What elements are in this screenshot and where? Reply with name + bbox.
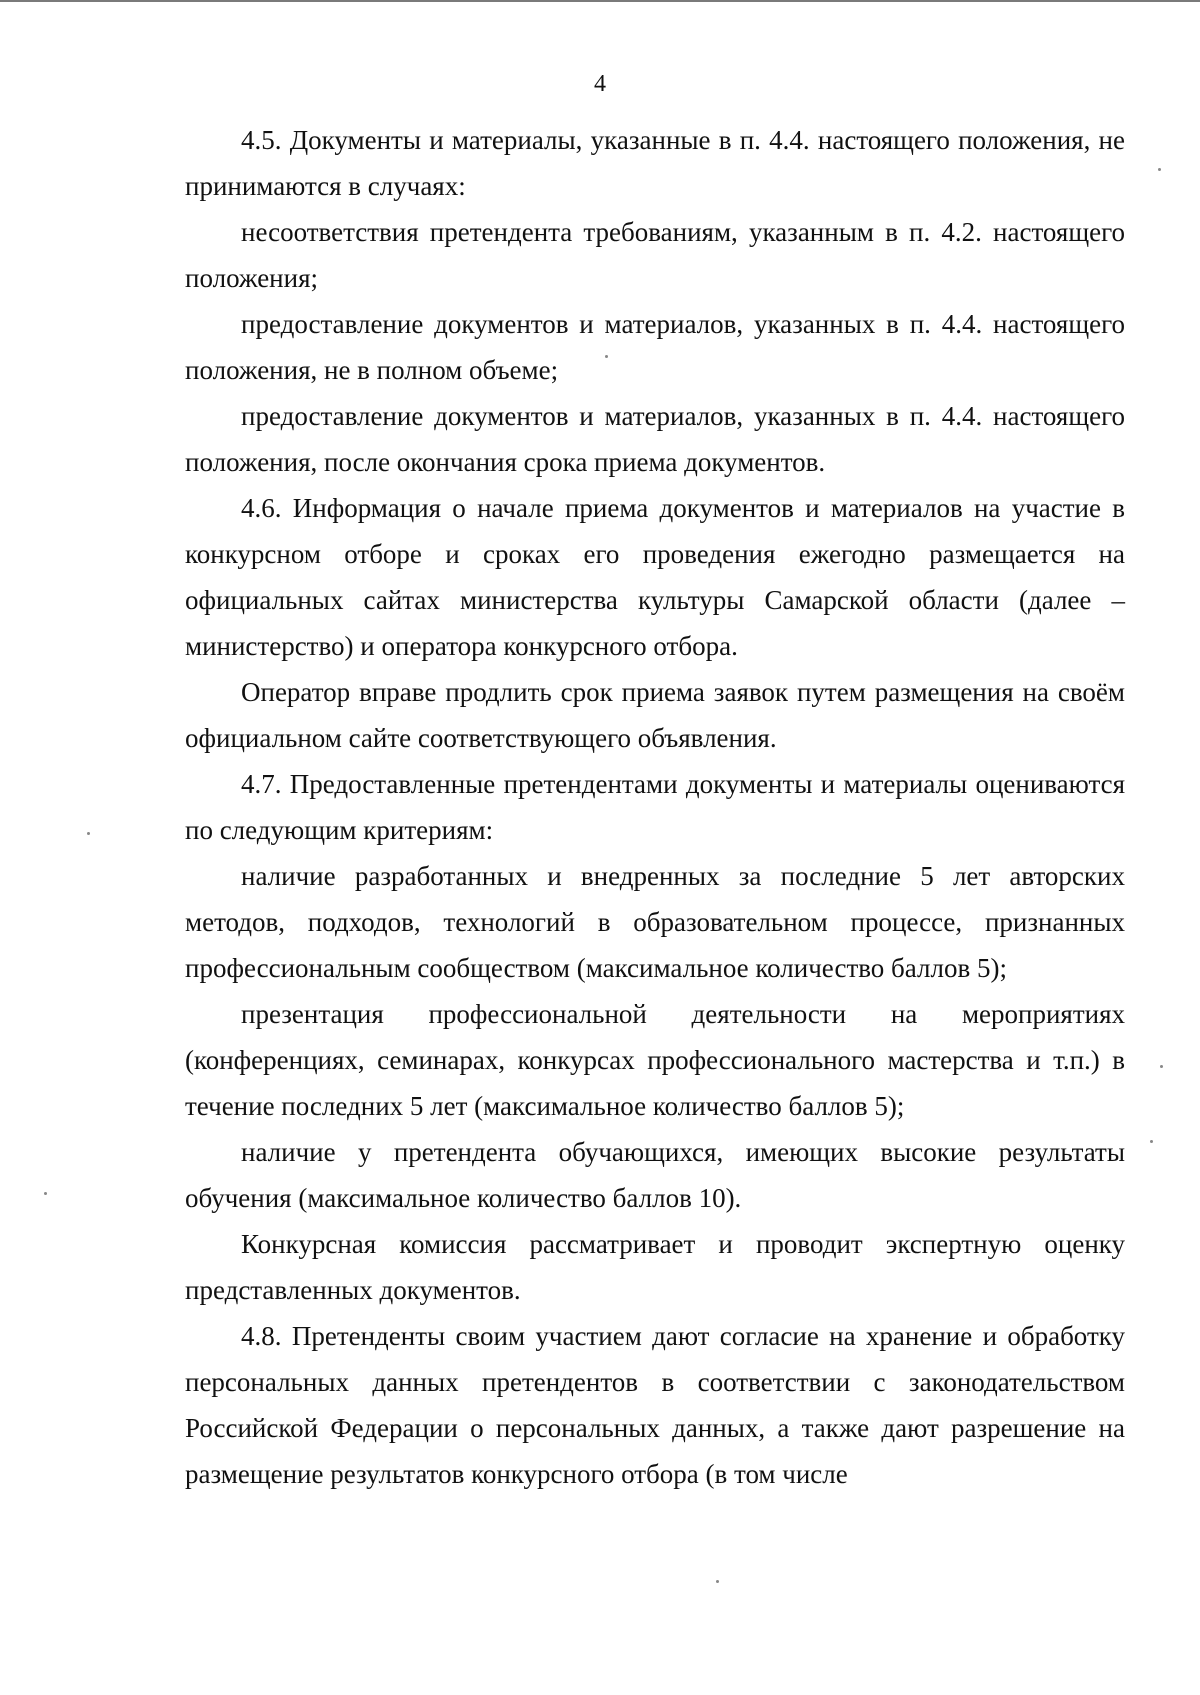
scan-speck (1158, 168, 1161, 171)
list-item-mismatch: несоответствия претендента требованиям, указанным в п. 4.2. настоящего положения; (185, 217, 1125, 293)
criterion-methods: наличие разработанных и внедренных за последние 5 лет авторских методов, подходов, технологий в образовательном процессе, признанных профессиональным сообществом (максимальное количество баллов 5); (185, 861, 1125, 983)
criterion-presentation: презентация профессиональной деятельности на мероприятиях (конференциях, семинарах, конкурсах профессионального мастерства и т.п.) в течение последних 5 лет (максимальное количество баллов 5); (185, 999, 1125, 1121)
scan-top-edge (0, 0, 1200, 2)
paragraph-4-7: 4.7. Предоставленные претендентами документы и материалы оцениваются по следующим критериям: (185, 769, 1125, 845)
scan-speck (1160, 1065, 1163, 1068)
criterion-students: наличие у претендента обучающихся, имеющих высокие результаты обучения (максимальное количество баллов 10). (185, 1137, 1125, 1213)
paragraph-4-6: 4.6. Информация о начале приема документов и материалов на участие в конкурсном отборе и сроках его проведения ежегодно размещается на официальных сайтах министерства культуры Самарской области (далее – министерство) и оператора конкурсного отбора. (185, 493, 1125, 661)
list-item-late: предоставление документов и материалов, указанных в п. 4.4. настоящего положения, после окончания срока приема документов. (185, 401, 1125, 477)
list-item-incomplete: предоставление документов и материалов, указанных в п. 4.4. настоящего положения, не в полном объеме; (185, 309, 1125, 385)
page-number: 4 (594, 71, 606, 97)
scan-speck (716, 1580, 719, 1583)
scan-speck (1150, 1140, 1153, 1143)
scan-speck (605, 355, 608, 358)
paragraph-4-8: 4.8. Претенденты своим участием дают согласие на хранение и обработку персональных данных претендентов в соответствии с законодательством Российской Федерации о персональных данных, а также дают разрешение на размещение результатов конкурсного отбора (в том числе (185, 1321, 1125, 1489)
paragraph-commission: Конкурсная комиссия рассматривает и проводит экспертную оценку представленных документов. (185, 1229, 1125, 1305)
paragraph-operator: Оператор вправе продлить срок приема заявок путем размещения на своём официальном сайте соответствующего объявления. (185, 677, 1125, 753)
document-body (185, 117, 1125, 1497)
scan-speck (87, 832, 90, 835)
scan-speck (44, 1192, 47, 1195)
paragraph-4-5: 4.5. Документы и материалы, указанные в п. 4.4. настоящего положения, не принимаются в случаях: (185, 125, 1125, 201)
